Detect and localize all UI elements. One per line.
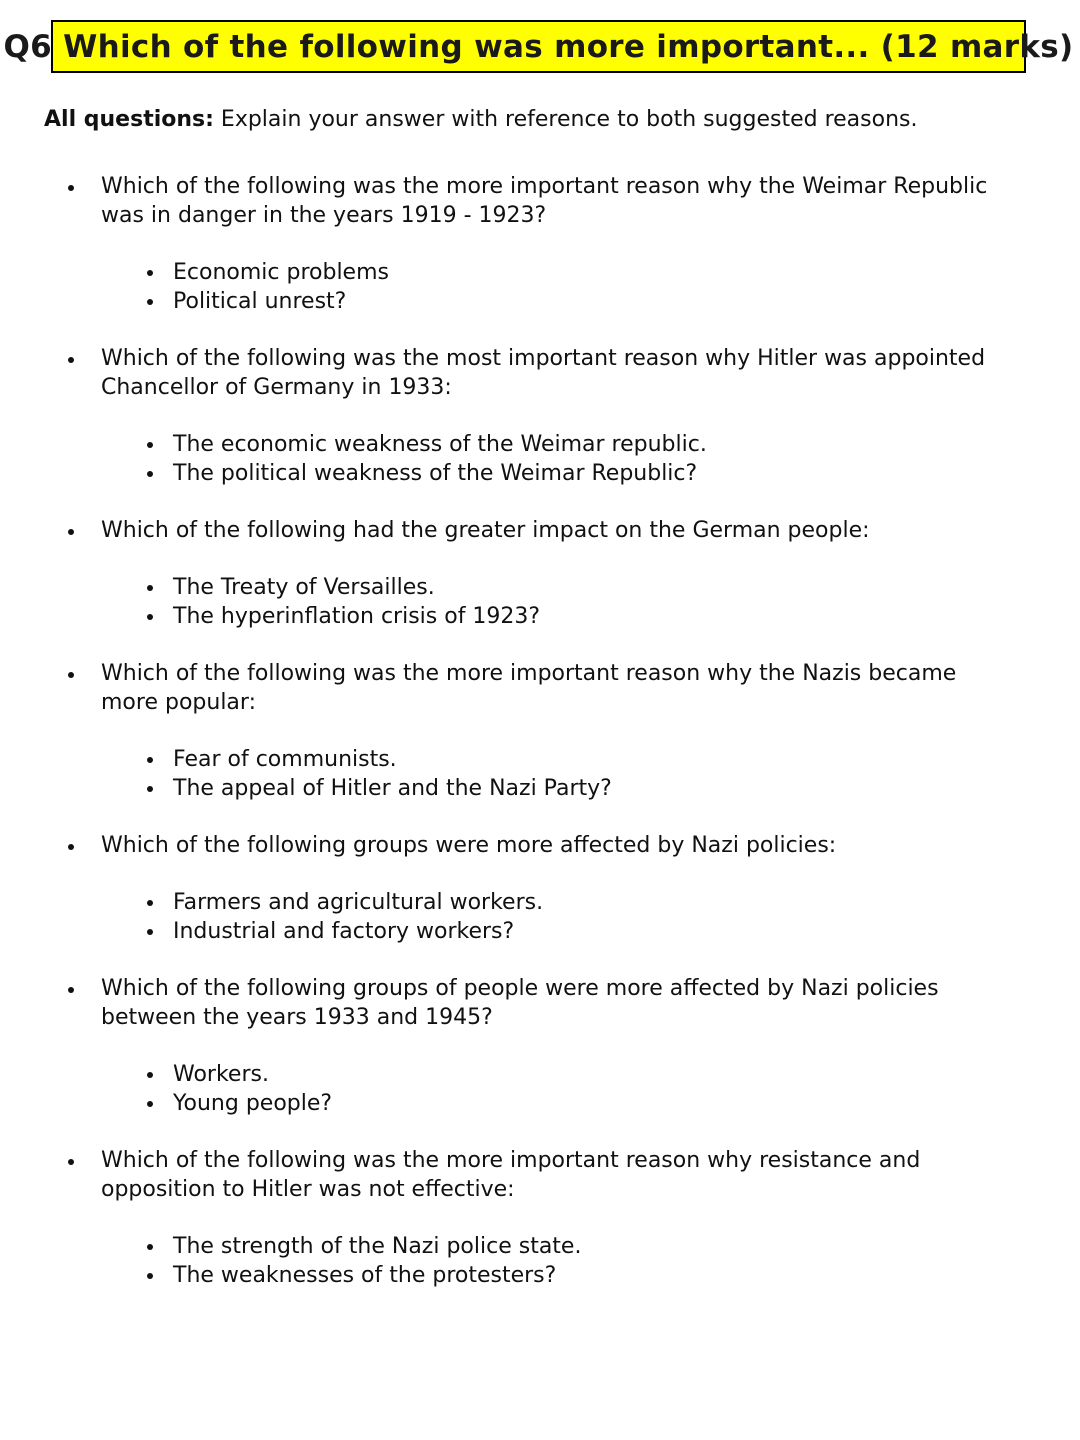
question-item	[0, 344, 1080, 488]
bullet-icon	[147, 442, 153, 448]
bullet-icon	[68, 185, 74, 191]
option-item	[101, 1089, 1010, 1118]
bullet-icon	[68, 844, 74, 850]
bullet-icon	[147, 299, 153, 305]
option-item	[101, 1261, 1010, 1290]
question-text: Which of the following was the more important reason why resistance and opposition to Hitler was not effective:	[101, 1148, 921, 1202]
option-text: The weaknesses of the protesters?	[173, 1263, 557, 1288]
option-item	[101, 888, 1010, 917]
question-text: Which of the following had the greater impact on the German people:	[101, 518, 870, 543]
option-item	[101, 430, 1010, 459]
bullet-icon	[147, 614, 153, 620]
bullet-icon	[68, 1159, 74, 1165]
option-text: Fear of communists.	[173, 747, 397, 772]
option-item	[101, 573, 1010, 602]
option-item	[101, 1060, 1010, 1089]
option-item	[101, 917, 1010, 946]
option-list	[101, 1232, 1010, 1290]
option-text: The Treaty of Versailles.	[173, 575, 435, 600]
bullet-icon	[147, 786, 153, 792]
question-text: Which of the following groups were more affected by Nazi policies:	[101, 833, 837, 858]
question-text: Which of the following groups of people were more affected by Nazi policies between the years 1933 and 1945?	[101, 976, 939, 1030]
option-text: The hyperinflation crisis of 1923?	[173, 604, 541, 629]
bullet-icon	[68, 357, 74, 363]
bullet-icon	[147, 270, 153, 276]
option-text: The strength of the Nazi police state.	[173, 1234, 582, 1259]
bullet-icon	[147, 585, 153, 591]
question-item	[0, 172, 1080, 316]
option-item	[101, 1232, 1010, 1261]
option-text: The appeal of Hitler and the Nazi Party?	[173, 776, 612, 801]
instruction	[44, 105, 918, 135]
option-item	[101, 287, 1010, 316]
bullet-icon	[68, 987, 74, 993]
question-item	[0, 831, 1080, 946]
option-item	[101, 459, 1010, 488]
bullet-icon	[147, 900, 153, 906]
question-item	[0, 974, 1080, 1118]
option-item	[101, 774, 1010, 803]
option-text: The political weakness of the Weimar Republic?	[173, 461, 698, 486]
question-item	[0, 1146, 1080, 1290]
question-item	[0, 516, 1080, 631]
option-list	[101, 745, 1010, 803]
question-list	[0, 172, 1080, 1318]
option-list	[101, 573, 1010, 631]
title-box	[3, 20, 1074, 73]
bullet-icon	[147, 929, 153, 935]
bullet-icon	[147, 757, 153, 763]
bullet-icon	[147, 471, 153, 477]
question-text: Which of the following was the more important reason why the Nazis became more popular:	[101, 661, 957, 715]
bullet-icon	[68, 672, 74, 678]
option-text: Industrial and factory workers?	[173, 919, 515, 944]
instruction-label: All questions:	[44, 107, 214, 132]
option-text: Workers.	[173, 1062, 269, 1087]
question-text: Which of the following was the most important reason why Hitler was appointed Chancellor of Germany in 1933:	[101, 346, 986, 400]
bullet-icon	[147, 1244, 153, 1250]
option-item	[101, 602, 1010, 631]
bullet-icon	[68, 529, 74, 535]
option-text: Young people?	[173, 1091, 333, 1116]
option-list	[101, 258, 1010, 316]
bullet-icon	[147, 1101, 153, 1107]
option-text: The economic weakness of the Weimar republic.	[173, 432, 707, 457]
option-item	[101, 745, 1010, 774]
question-item	[0, 659, 1080, 803]
bullet-icon	[147, 1072, 153, 1078]
instruction-text: Explain your answer with reference to both suggested reasons.	[220, 107, 918, 132]
option-text: Farmers and agricultural workers.	[173, 890, 544, 915]
page-title: Q6 Which of the following was more important... (12 marks)	[3, 28, 1074, 65]
question-text: Which of the following was the more important reason why the Weimar Republic was in danger in the years 1919 - 1923?	[101, 174, 988, 228]
option-text: Political unrest?	[173, 289, 347, 314]
option-list	[101, 888, 1010, 946]
option-text: Economic problems	[173, 260, 389, 285]
option-list	[101, 430, 1010, 488]
option-item	[101, 258, 1010, 287]
option-list	[101, 1060, 1010, 1118]
bullet-icon	[147, 1273, 153, 1279]
